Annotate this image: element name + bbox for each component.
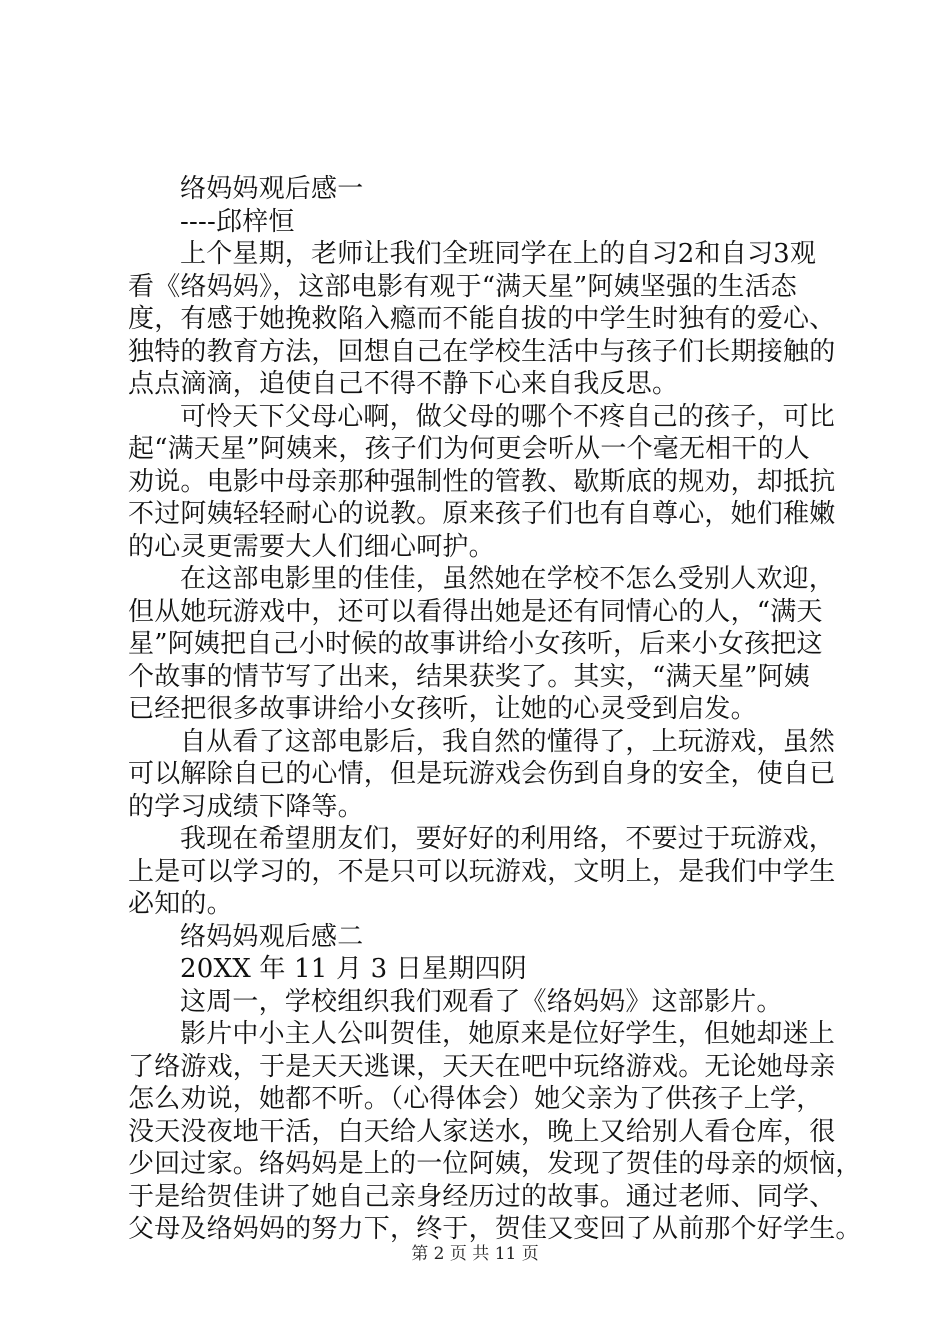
text-line: 了络游戏，于是天天逃课，天天在吧中玩络游戏。无论她母亲	[128, 1051, 836, 1082]
text-line: 不过阿姨轻轻耐心的说教。原来孩子们也有自尊心，她们稚嫩	[128, 499, 836, 529]
paragraph-4	[128, 726, 840, 824]
text-line: 劝说。电影中母亲那种强制性的管教、歇斯底的规劝，却抵抗	[128, 466, 836, 497]
document-body	[128, 173, 862, 1246]
text-line: 影片中小主人公叫贺佳，她原来是位好学生，但她却迷上	[180, 1019, 836, 1049]
text-line: 上是可以学习的，不是只可以玩游戏，文明上，是我们中学生	[128, 856, 836, 887]
paragraph-6	[128, 986, 840, 1019]
text-line: 这周一，学校组织我们观看了《络妈妈》这部影片。	[180, 986, 783, 1017]
paragraph-7	[128, 1018, 862, 1246]
paragraph-2	[128, 401, 840, 564]
date-line	[128, 953, 840, 986]
text-line: 20XX 年 11 月 3 日星期四阴	[180, 954, 527, 984]
text-line: ----邱梓恒	[180, 206, 295, 237]
paragraph-5	[128, 823, 840, 921]
paragraph-3	[128, 563, 840, 726]
text-line: 独特的教育方法，回想自己在学校生活中与孩子们长期接触的	[128, 336, 836, 367]
text-line: 在这部电影里的佳佳，虽然她在学校不怎么受别人欢迎，	[180, 564, 836, 594]
text-line: 上个星期，老师让我们全班同学在上的自习2和自习3观	[180, 239, 817, 269]
text-line: 的学习成绩下降等。	[128, 791, 364, 822]
section-title-1	[128, 173, 840, 206]
text-line: 怎么劝说，她都不听。（心得体会）她父亲为了供孩子上学，	[128, 1084, 823, 1114]
text-line: 自从看了这部电影后，我自然的懂得了，上玩游戏，虽然	[180, 726, 836, 757]
paragraph-1	[128, 238, 840, 401]
text-line: 少回过家。络妈妈是上的一位阿姨，发现了贺佳的母亲的烦恼，	[128, 1149, 862, 1179]
text-line: 可以解除自已的心情，但是玩游戏会伤到自身的安全，使自已	[128, 759, 836, 789]
text-line: 度，有感于她挽救陷入瘾而不能自拔的中学生时独有的爱心、	[128, 304, 836, 334]
text-line: 看《络妈妈》，这部电影有观于“满天星”阿姨坚强的生活态	[128, 271, 797, 302]
text-line: 个故事的情节写了出来，结果获奖了。其实，“满天星”阿姨	[128, 661, 810, 692]
text-line: 起“满天星”阿姨来，孩子们为何更会听从一个毫无相干的人	[128, 434, 810, 464]
text-line: 的心灵更需要大人们细心呵护。	[128, 531, 495, 562]
text-line: 络妈妈观后感二	[180, 921, 364, 952]
text-line: 没天没夜地干活，白天给人家送水，晚上又给别人看仓库，很	[128, 1116, 836, 1147]
text-line: 于是给贺佳讲了她自己亲身经历过的故事。通过老师、同学、	[128, 1181, 836, 1212]
text-line: 父母及络妈妈的努力下，终于，贺佳又变回了从前那个好学生。	[128, 1214, 862, 1244]
author-line	[128, 206, 840, 239]
text-line: 可怜天下父母心啊，做父母的哪个不疼自己的孩子，可比	[180, 401, 836, 432]
section-title-2	[128, 921, 840, 954]
text-line: 已经把很多故事讲给小女孩听，让她的心灵受到启发。	[128, 694, 757, 724]
text-line: 点点滴滴，追使自己不得不静下心来自我反思。	[128, 369, 679, 399]
text-line: 星”阿姨把自己小时候的故事讲给小女孩听，后来小女孩把这	[128, 629, 823, 659]
text-line: 络妈妈观后感一	[180, 174, 364, 204]
text-line: 必知的。	[128, 889, 233, 919]
text-line: 我现在希望朋友们，要好好的利用络，不要过于玩游戏，	[180, 824, 836, 854]
text-line: 但从她玩游戏中，还可以看得出她是还有同情心的人，“满天	[128, 596, 823, 627]
page-footer: 第 2 页 共 11 页	[411, 1244, 539, 1264]
